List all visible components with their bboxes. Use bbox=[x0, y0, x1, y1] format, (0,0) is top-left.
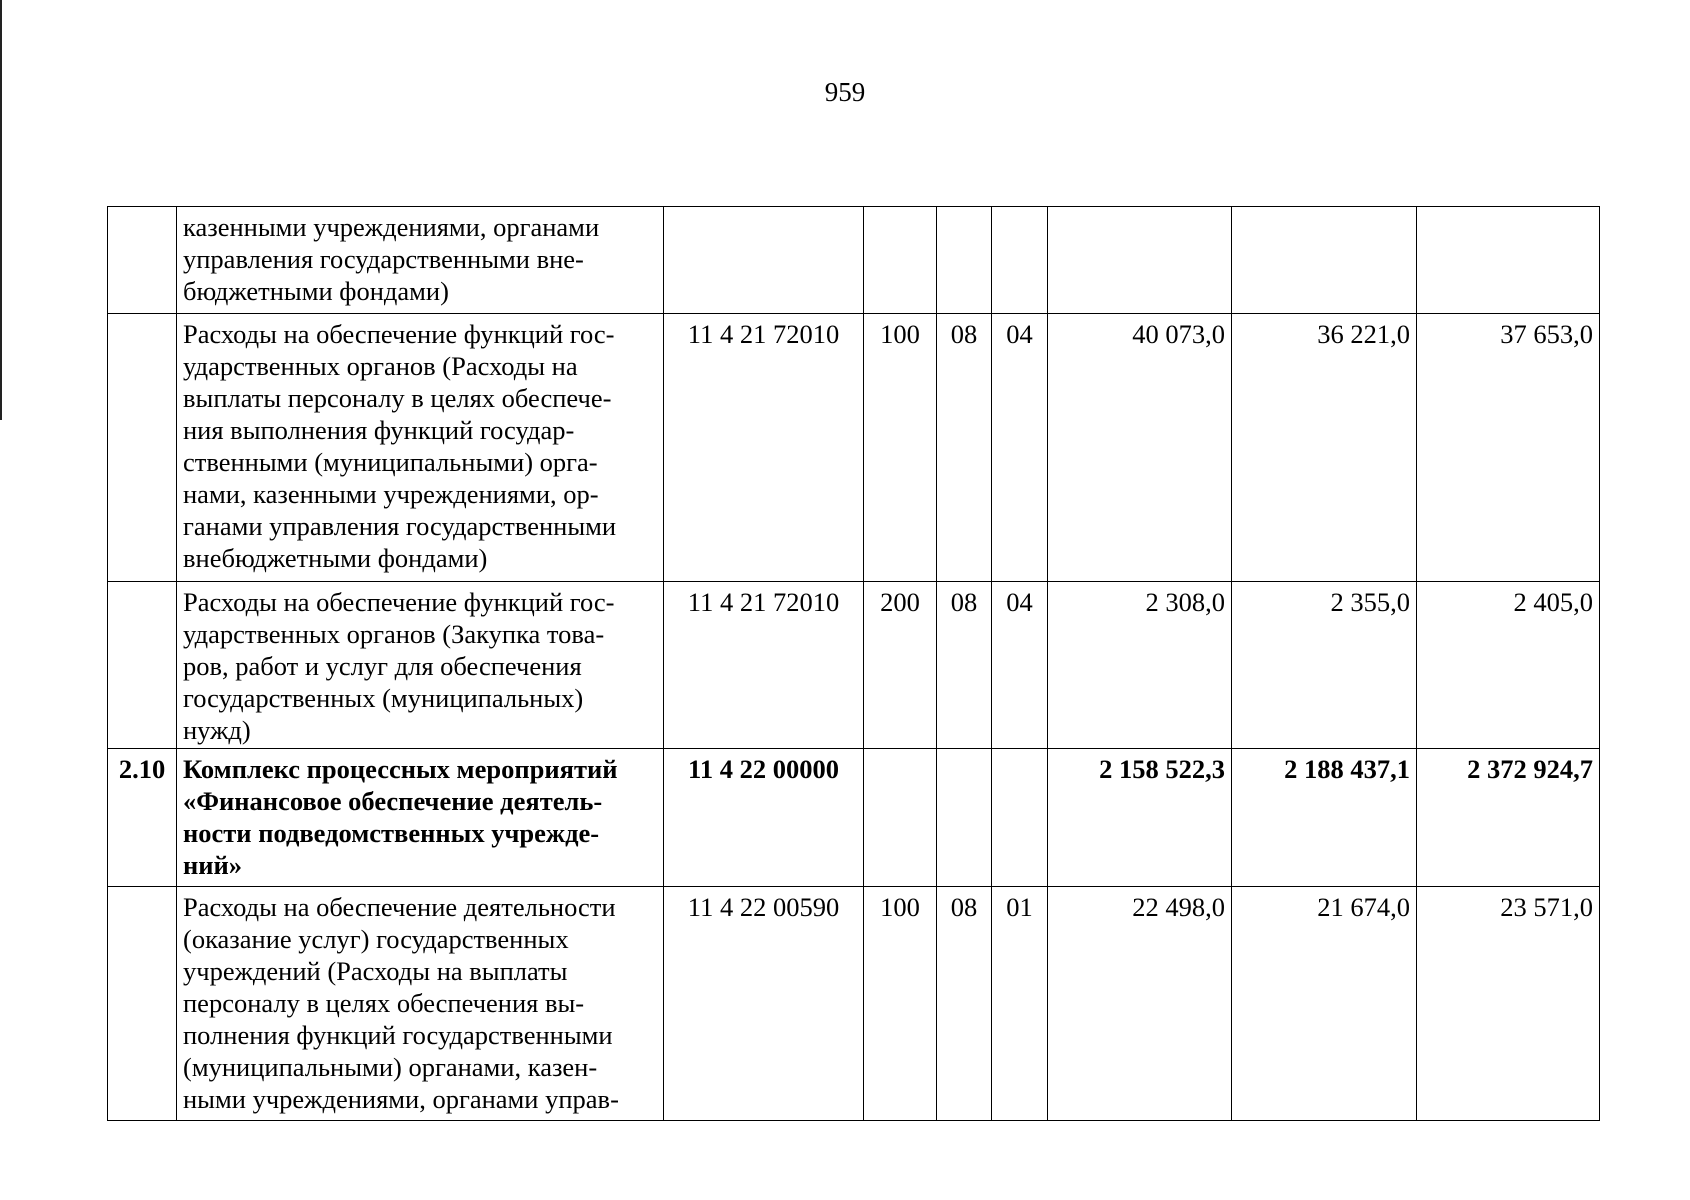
row-target-code: 11 4 21 72010 bbox=[664, 582, 864, 749]
table-row bbox=[108, 314, 1600, 582]
description-line: внебюджетными фондами) bbox=[183, 543, 488, 573]
page-number: 959 bbox=[824, 77, 866, 107]
description-line: нужд) bbox=[183, 715, 251, 745]
row-amount-2 bbox=[1232, 207, 1417, 314]
row-subsection: 01 bbox=[992, 887, 1048, 1121]
row-section bbox=[937, 749, 992, 887]
row-expense-type bbox=[864, 207, 937, 314]
row-target-code bbox=[664, 207, 864, 314]
row-expense-type: 100 bbox=[864, 887, 937, 1121]
row-description bbox=[177, 314, 664, 582]
table-row bbox=[108, 207, 1600, 314]
description-line: ния выполнения функций государ- bbox=[183, 415, 575, 445]
row-target-code: 11 4 22 00000 bbox=[664, 749, 864, 887]
budget-table bbox=[107, 206, 1600, 1121]
table-body bbox=[108, 207, 1600, 1121]
description-line: Расходы на обеспечение функций гос- bbox=[183, 319, 615, 349]
row-description bbox=[177, 582, 664, 749]
row-description bbox=[177, 207, 664, 314]
row-subsection bbox=[992, 749, 1048, 887]
row-target-code: 11 4 21 72010 bbox=[664, 314, 864, 582]
description-line: ударственных органов (Расходы на bbox=[183, 351, 578, 381]
description-line: Комплекс процессных мероприятий bbox=[183, 754, 618, 784]
table-row bbox=[108, 887, 1600, 1121]
row-number bbox=[108, 887, 177, 1121]
table-row bbox=[108, 749, 1600, 887]
row-section bbox=[937, 207, 992, 314]
description-line: ров, работ и услуг для обеспечения bbox=[183, 651, 582, 681]
description-line: ганами управления государственными bbox=[183, 511, 617, 541]
row-expense-type: 200 bbox=[864, 582, 937, 749]
row-amount-2: 2 355,0 bbox=[1232, 582, 1417, 749]
table-row bbox=[108, 582, 1600, 749]
row-number bbox=[108, 582, 177, 749]
row-amount-3 bbox=[1417, 207, 1600, 314]
row-description bbox=[177, 749, 664, 887]
description-line: персоналу в целях обеспечения вы- bbox=[183, 988, 585, 1018]
row-amount-1: 2 158 522,3 bbox=[1048, 749, 1232, 887]
scan-edge-line bbox=[0, 0, 2, 420]
row-amount-3: 37 653,0 bbox=[1417, 314, 1600, 582]
description-line: казенными учреждениями, органами bbox=[183, 212, 600, 242]
description-line: «Финансовое обеспечение деятель- bbox=[183, 786, 603, 816]
description-line: ности подведомственных учрежде- bbox=[183, 818, 600, 848]
row-amount-3: 23 571,0 bbox=[1417, 887, 1600, 1121]
description-line: Расходы на обеспечение функций гос- bbox=[183, 587, 615, 617]
description-line: выплаты персоналу в целях обеспече- bbox=[183, 383, 612, 413]
description-line: учреждений (Расходы на выплаты bbox=[183, 956, 568, 986]
description-line: нами, казенными учреждениями, ор- bbox=[183, 479, 599, 509]
description-line: ными учреждениями, органами управ- bbox=[183, 1084, 619, 1114]
row-subsection bbox=[992, 207, 1048, 314]
row-amount-3: 2 372 924,7 bbox=[1417, 749, 1600, 887]
row-expense-type bbox=[864, 749, 937, 887]
row-amount-3: 2 405,0 bbox=[1417, 582, 1600, 749]
row-section: 08 bbox=[937, 887, 992, 1121]
description-line: ударственных органов (Закупка това- bbox=[183, 619, 605, 649]
row-amount-2: 36 221,0 bbox=[1232, 314, 1417, 582]
row-number bbox=[108, 207, 177, 314]
row-amount-1 bbox=[1048, 207, 1232, 314]
description-line: Расходы на обеспечение деятельности bbox=[183, 892, 616, 922]
row-description bbox=[177, 887, 664, 1121]
row-amount-1: 22 498,0 bbox=[1048, 887, 1232, 1121]
description-line: бюджетными фондами) bbox=[183, 276, 449, 306]
description-line: государственных (муниципальных) bbox=[183, 683, 584, 713]
description-line: (оказание услуг) государственных bbox=[183, 924, 569, 954]
row-number: 2.10 bbox=[108, 749, 177, 887]
row-amount-1: 40 073,0 bbox=[1048, 314, 1232, 582]
row-number bbox=[108, 314, 177, 582]
row-amount-2: 21 674,0 bbox=[1232, 887, 1417, 1121]
row-subsection: 04 bbox=[992, 582, 1048, 749]
description-line: ний» bbox=[183, 850, 243, 880]
row-section: 08 bbox=[937, 314, 992, 582]
row-subsection: 04 bbox=[992, 314, 1048, 582]
description-line: полнения функций государственными bbox=[183, 1020, 613, 1050]
row-section: 08 bbox=[937, 582, 992, 749]
description-line: (муниципальными) органами, казен- bbox=[183, 1052, 598, 1082]
row-amount-1: 2 308,0 bbox=[1048, 582, 1232, 749]
row-expense-type: 100 bbox=[864, 314, 937, 582]
row-amount-2: 2 188 437,1 bbox=[1232, 749, 1417, 887]
row-target-code: 11 4 22 00590 bbox=[664, 887, 864, 1121]
description-line: ственными (муниципальными) орга- bbox=[183, 447, 598, 477]
description-line: управления государственными вне- bbox=[183, 244, 584, 274]
